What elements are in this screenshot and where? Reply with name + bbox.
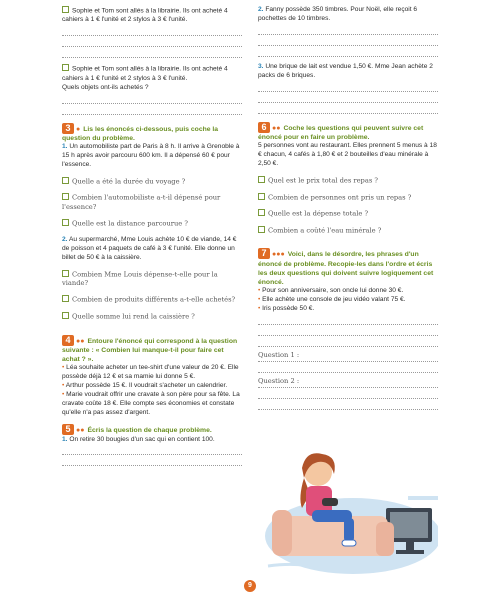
answer-line[interactable] [258, 24, 438, 35]
exercise-7-header: 7 ●●● Voici, dans le désordre, les phrases d'un énoncé de problème. Recopie-les dans l'ordre et écris les deux questions qui doivent suivre logiquement cet énoncé. [258, 248, 434, 286]
checkbox[interactable] [62, 219, 69, 226]
answer-line[interactable] [62, 25, 242, 36]
exercise-3-header: 3 ● Lis les énoncés ci-dessous, puis coche la question du problème. [62, 122, 219, 143]
answer-line[interactable] [62, 36, 242, 47]
checkbox[interactable] [62, 295, 69, 302]
answer-line[interactable] [62, 93, 242, 104]
checkbox[interactable] [62, 270, 69, 277]
answer-line[interactable] [258, 325, 438, 336]
illustration-girl-gaming [258, 438, 438, 576]
choice[interactable]: Combien l'automobiliste a-t-il dépensé pour l'essence? [62, 193, 221, 212]
choice[interactable]: Quelle est la distance parcourue ? [62, 219, 242, 229]
choice[interactable]: Quelle a été la durée du voyage ? [62, 177, 242, 187]
sentence: • Elle achète une console de jeu vidéo valant 75 €. [258, 296, 406, 304]
exercise-number: 6 [258, 122, 270, 133]
answer-line[interactable] [258, 362, 438, 373]
checkbox[interactable] [258, 193, 265, 200]
answer-line[interactable] [62, 104, 242, 115]
statement[interactable]: • Arthur possède 15 €. Il voudrait s'acheter un calendrier. [62, 382, 228, 390]
intro-question: Quels objets ont-ils achetés ? [62, 83, 149, 91]
exercise-6-header: 6 ●● Coche les questions qui peuvent suivre cet énoncé pour en faire un problème. [258, 121, 424, 142]
exercise-number: 7 [258, 248, 270, 259]
exercise-3-problem-1: 1. Un automobiliste part de Paris à 8 h. Il arrive à Grenoble à 15 h après avoir parcouru 600 km. Il a dépensé 60 € pour l'essence. [62, 143, 240, 169]
answer-line[interactable] [258, 399, 438, 410]
exercise-5-problem-2: 2. Fanny possède 350 timbres. Pour Noël, elle reçoit 6 pochettes de 10 timbres. [258, 6, 418, 22]
page-number: 9 [244, 580, 256, 592]
answer-line[interactable] [62, 455, 242, 466]
checkbox[interactable] [62, 177, 69, 184]
difficulty-icon: ●●● [272, 251, 285, 259]
intro-problem-1: Sophie et Tom sont allés à la librairie. Ils ont acheté 4 cahiers à 1 € l'unité et 2 stylos à 3 € l'unité. [62, 7, 228, 24]
answer-line[interactable] [258, 92, 438, 103]
checkbox[interactable] [258, 176, 265, 183]
exercise-number: 3 [62, 123, 74, 134]
checkbox[interactable] [258, 226, 265, 233]
checkbox[interactable] [62, 193, 69, 200]
choice[interactable]: Combien de produits différents a-t-elle achetés? [62, 295, 242, 305]
choice[interactable]: Quelle somme lui rend la caissière ? [62, 312, 242, 322]
answer-line[interactable] [258, 388, 438, 399]
checkbox[interactable] [62, 312, 69, 319]
difficulty-icon: ● [76, 125, 81, 133]
checkbox[interactable] [258, 209, 265, 216]
question-1-line[interactable]: Question 1 : [258, 351, 438, 362]
answer-line[interactable] [258, 314, 438, 325]
statement[interactable]: • Marie voudrait offrir une cravate à son père pour sa fête. La cravate coûte 18 €. Elle compte ses économies et constate qu'elle n'a pas assez d'argent. [62, 391, 240, 417]
left-column [62, 6, 242, 466]
exercise-6-text: 5 personnes vont au restaurant. Elles prennent 5 menus à 18 € chacun, 4 cafés à 1,80 € et 2 bouteilles d'eau minérale à 2,50 €. [258, 142, 437, 168]
answer-line[interactable] [258, 46, 438, 57]
question-2-line[interactable]: Question 2 : [258, 377, 438, 388]
exercise-3-problem-2: 2. Au supermarché, Mme Louis achète 10 € de viande, 14 € de poisson et 4 paquets de café à 3 € l'unité. Elle donne un billet de 50 € à la caissière. [62, 235, 237, 261]
statement[interactable]: • Léa souhaite acheter un tee-shirt d'une valeur de 20 €. Elle possède déjà 12 € et sa mamie lui donne 5 €. [62, 364, 239, 381]
exercise-5-problem-1: 1. On retire 30 bougies d'un sac qui en contient 100. [62, 435, 215, 443]
difficulty-icon: ●● [272, 124, 281, 132]
choice[interactable]: Quel est le prix total des repas ? [258, 176, 438, 186]
choice[interactable]: Combien Mme Louis dépense-t-elle pour la viande? [62, 270, 218, 288]
choice[interactable]: Combien a coûté l'eau minérale ? [258, 226, 438, 236]
answer-line[interactable] [258, 336, 438, 347]
intro-problem-2: Sophie et Tom sont allés à la librairie. Ils ont acheté 4 cahiers à 1 € l'unité et 2 stylos à 3 € l'unité. [62, 65, 228, 82]
exercise-number: 4 [62, 335, 74, 346]
sentence: • Iris possède 50 €. [258, 305, 315, 313]
answer-line[interactable] [258, 81, 438, 92]
difficulty-icon: ●● [76, 427, 85, 435]
answer-line[interactable] [62, 47, 242, 58]
right-column [258, 6, 438, 410]
choice[interactable]: Quelle est la dépense totale ? [258, 209, 438, 219]
exercise-number: 5 [62, 424, 74, 435]
checkbox[interactable] [62, 6, 69, 13]
difficulty-icon: ●● [76, 337, 85, 345]
answer-line[interactable] [258, 35, 438, 46]
answer-line[interactable] [62, 444, 242, 455]
checkbox[interactable] [62, 64, 69, 71]
exercise-5-problem-3: 3. Une brique de lait est vendue 1,50 €. Mme Jean achète 2 packs de 6 briques. [258, 62, 433, 79]
choice[interactable]: Combien de personnes ont pris un repas ? [258, 193, 438, 203]
answer-line[interactable] [258, 103, 438, 114]
sentence: • Pour son anniversaire, son oncle lui donne 30 €. [258, 287, 404, 295]
exercise-5-header: 5 ●● Écris la question de chaque problème. [62, 424, 242, 435]
exercise-4-header: 4 ●● Entoure l'énoncé qui correspond à la question suivante : « Combien lui manque-t-il pour faire cet achat ? ». [62, 334, 238, 364]
